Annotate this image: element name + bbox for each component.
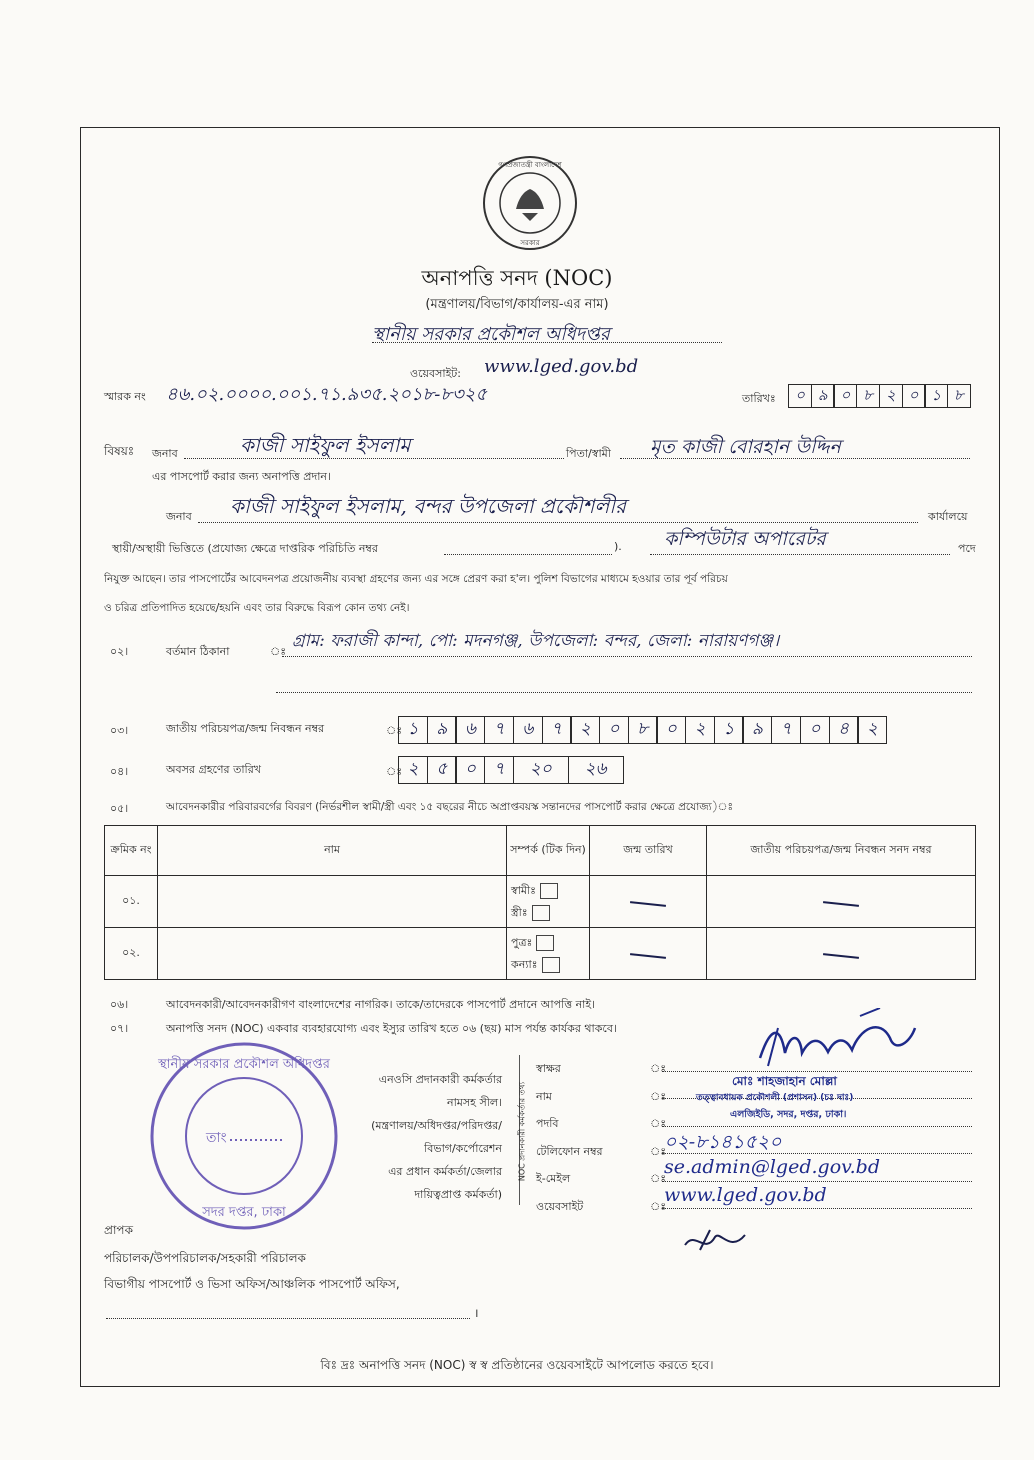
seal-text-top: গণপ্রজাতন্ত্রী বাংলাদেশ bbox=[498, 161, 562, 169]
issuer-description bbox=[336, 1068, 502, 1206]
page-title: অনাপত্তি সনদ (NOC) bbox=[421, 266, 613, 290]
field-label: ই-মেইল bbox=[536, 1172, 571, 1185]
row-serial: ০২. bbox=[105, 928, 158, 980]
email-value: se.admin@lged.gov.bd bbox=[664, 1156, 880, 1178]
date-digit: ১ bbox=[924, 384, 948, 408]
retire-digit: ২ bbox=[398, 756, 428, 784]
father-label: পিতা/স্বামী bbox=[566, 447, 611, 460]
nid-digit: ১ bbox=[714, 716, 744, 744]
memo-number: ৪৬.০২.০০০০.০০১.৭১.৯৩৫.২০১৮-৮৩২৫ bbox=[166, 384, 488, 405]
janab-label: জনাব bbox=[152, 447, 178, 460]
recipient-line-1: পরিচালক/উপপরিচালক/সহকারী পরিচালক bbox=[104, 1251, 306, 1265]
field-label: টেলিফোন নম্বর bbox=[536, 1144, 603, 1158]
field-label: স্বাক্ষর bbox=[536, 1062, 561, 1075]
issuer-desc-line: দায়িত্বপ্রাপ্ত কর্মকর্তা) bbox=[414, 1188, 502, 1201]
phone-value: ০২-৮১৪১৫২০ bbox=[664, 1131, 782, 1153]
date-digit: ০ bbox=[833, 384, 857, 408]
date-digit: ২ bbox=[879, 384, 903, 408]
item-06-text: আবেদনকারী/আবেদনকারীগণ বাংলাদেশের নাগরিক। তাকে/তাদেরকে পাসপোর্ট প্রদানে আপত্তি নাই। bbox=[166, 998, 596, 1011]
office-name: স্থানীয় সরকার প্রকৌশল অধিদপ্তর bbox=[372, 324, 610, 345]
blank-dash-icon bbox=[630, 901, 666, 907]
seal-text-bottom: সরকার bbox=[520, 239, 540, 247]
nid-digit: ৭ bbox=[542, 716, 572, 744]
ministry-caption: (মন্ত্রণালয়/বিভাগ/কার্যালয়-এর নাম) bbox=[425, 297, 609, 312]
stamp-text-bottom: সদর দপ্তর, ঢাকা bbox=[202, 1205, 286, 1220]
office-stamp-icon bbox=[146, 1038, 342, 1234]
recipient-heading: প্রাপক bbox=[104, 1223, 133, 1237]
nid-boxes bbox=[398, 716, 886, 744]
present-address: গ্রাম: ফরাজী কান্দা, পো: মদনগঞ্জ, উপজেলা: বন্দর, জেলা: নারায়ণগঞ্জ। bbox=[292, 631, 780, 651]
date-digit: ৯ bbox=[811, 384, 835, 408]
item-02-no: ০২। bbox=[110, 645, 129, 658]
col-name: নাম bbox=[158, 826, 507, 876]
retirement-date-boxes bbox=[398, 756, 622, 784]
col-serial: ক্রমিক নং bbox=[105, 826, 158, 876]
nid-digit: ৭ bbox=[771, 716, 801, 744]
relation-label: স্বামীঃ bbox=[511, 883, 537, 897]
relation-label: স্ত্রীঃ bbox=[511, 905, 528, 919]
nid-digit: ৪ bbox=[829, 716, 859, 744]
applicant-name: কাজী সাইফুল ইসলাম bbox=[240, 433, 411, 457]
website-handwritten: www.lged.gov.bd bbox=[484, 356, 639, 377]
signature-icon bbox=[740, 1008, 920, 1078]
table-row bbox=[105, 876, 976, 928]
footer-note: বিঃ দ্রঃ অনাপত্তি সনদ (NOC) স্ব স্ব প্রতিষ্ঠানের ওয়েবসাইটে আপলোড করতে হবে। bbox=[320, 1358, 714, 1372]
officer-office: এলজিইডি, সদর, দপ্তর, ঢাকা। bbox=[730, 1109, 847, 1120]
col-relation: সম্পর্ক (টিক দিন) bbox=[507, 826, 590, 876]
website-value: www.lged.gov.bd bbox=[664, 1184, 827, 1206]
nid-digit: ৮ bbox=[628, 716, 658, 744]
nid-digit: ৬ bbox=[455, 716, 485, 744]
subject-tail: এর পাসপোর্ট করার জন্য অনাপত্তি প্রদান। bbox=[152, 470, 331, 483]
item-03-no: ০৩। bbox=[110, 724, 129, 737]
col-birthdate: জন্ম তারিখ bbox=[590, 826, 707, 876]
applicant-office: কাজী সাইফুল ইসলাম, বন্দর উপজেলা প্রকৌশলীর bbox=[230, 494, 627, 518]
relation-checkbox[interactable] bbox=[536, 935, 554, 951]
recipient-line-3-end: । bbox=[474, 1306, 479, 1320]
nid-digit: ০ bbox=[656, 716, 686, 744]
issuer-desc-line: (মন্ত্রণালয়/অধিদপ্তর/পরিদপ্তর/ bbox=[371, 1119, 502, 1132]
item-06-no: ০৬। bbox=[110, 998, 129, 1011]
item-05-no: ০৫। bbox=[110, 802, 129, 815]
item-04-label: অবসর গ্রহণের তারিখ bbox=[166, 763, 261, 776]
date-digit: ৮ bbox=[856, 384, 880, 408]
nid-digit: ০ bbox=[599, 716, 629, 744]
item-04-no: ০৪। bbox=[110, 765, 129, 778]
relation-checkbox[interactable] bbox=[542, 957, 560, 973]
date-digit: ০ bbox=[902, 384, 926, 408]
relation-checkbox[interactable] bbox=[540, 883, 558, 899]
blank-dash-icon bbox=[823, 953, 859, 959]
memo-label: স্মারক নং bbox=[104, 390, 146, 403]
stamp-text-top: স্থানীয় সরকার প্রকৌশল অধিদপ্তর bbox=[158, 1057, 330, 1072]
officer-name: মোঃ শাহজাহান মোল্লা bbox=[732, 1074, 837, 1088]
post-suffix: পদে bbox=[958, 542, 976, 555]
date-digit: ০ bbox=[788, 384, 812, 408]
nid-digit: ১ bbox=[398, 716, 428, 744]
nid-digit: ০ bbox=[800, 716, 830, 744]
date-digit: ৮ bbox=[947, 384, 971, 408]
field-label: নাম bbox=[536, 1089, 552, 1103]
stamp-text-mid: তাং bbox=[206, 1130, 227, 1146]
item-02-label: বর্তমান ঠিকানা bbox=[166, 645, 230, 658]
relation-label: কন্যাঃ bbox=[511, 957, 538, 971]
relation-label: পুত্রঃ bbox=[511, 935, 533, 949]
officer-title: তত্ত্বাবধায়ক প্রকৌশলী (প্রশাসন) (চঃ দাঃ) bbox=[696, 1093, 854, 1103]
item-05-label: আবেদনকারীর পরিবারবর্গের বিবরণ (নির্ভরশীল স্বামী/স্ত্রী এবং ১৫ বছরের নীচে অপ্রাপ্তবয়স্ক সন্তানদের পাসপোর্ট করার ক্ষেত্রে প্রযোজ্য)ঃ bbox=[166, 801, 734, 813]
table-row bbox=[105, 928, 976, 980]
nid-digit: ৭ bbox=[484, 716, 514, 744]
nid-digit: ২ bbox=[857, 716, 887, 744]
nid-digit: ২ bbox=[570, 716, 600, 744]
item-07-text: অনাপত্তি সনদ (NOC) একবার ব্যবহারযোগ্য এবং ইস্যুর তারিখ হতে ০৬ (ছয়) মাস পর্যন্ত কার্যকর থাকবে। bbox=[166, 1022, 617, 1035]
retire-digit: ০ bbox=[455, 756, 485, 784]
basis-close: ). bbox=[614, 540, 622, 553]
vertical-caption: NOC প্রদানকারী কর্মকর্তার তথ্য bbox=[517, 1081, 527, 1182]
retire-digit: ৫ bbox=[427, 756, 457, 784]
nid-digit: ৯ bbox=[742, 716, 772, 744]
blank-dash-icon bbox=[630, 953, 666, 959]
para-line-2: ও চরিত্র প্রতিপাদিত হয়েছে/হয়নি এবং তার বিরুদ্ধে বিরূপ কোন তথ্য নেই। bbox=[104, 602, 410, 614]
date-label: তারিখঃ bbox=[742, 392, 776, 405]
government-seal-icon bbox=[480, 153, 580, 253]
issuer-desc-line: বিভাগ/কর্পোরেশন bbox=[424, 1142, 502, 1155]
field-label: পদবি bbox=[536, 1117, 559, 1130]
item-07-no: ০৭। bbox=[110, 1022, 129, 1035]
retire-digit: ৭ bbox=[484, 756, 514, 784]
office-suffix: কার্যালয়ে bbox=[928, 510, 968, 523]
col-nid: জাতীয় পরিচয়পত্র/জন্ম নিবন্ধন সনদ নম্বর bbox=[707, 826, 976, 876]
issuer-desc-line: এনওসি প্রদানকারী কর্মকর্তার bbox=[378, 1073, 502, 1086]
nid-digit: ২ bbox=[685, 716, 715, 744]
issuer-field-labels bbox=[536, 1055, 603, 1220]
website-label: ওয়েবসাইট: bbox=[410, 367, 461, 380]
recipient-line-2: বিভাগীয় পাসপোর্ট ও ভিসা অফিস/আঞ্চলিক পাসপোর্ট অফিস, bbox=[104, 1277, 400, 1291]
nid-digit: ৬ bbox=[513, 716, 543, 744]
family-table bbox=[104, 825, 976, 980]
nid-digit: ৯ bbox=[427, 716, 457, 744]
post-handwritten: কম্পিউটার অপারেটর bbox=[664, 528, 826, 550]
para-line-1: নিযুক্ত আছেন। তার পাসপোর্টের আবেদনপত্র প্রয়োজনীয় ব্যবস্থা গ্রহণের জন্য এর সঙ্গে প্রেরণ করা হ'ল। পুলিশ বিভাগের মাধ্যমে হওয়ার তার পূর্ব পরিচয় bbox=[104, 573, 728, 585]
issuer-desc-line: এর প্রধান কর্মকর্তা/জেলার bbox=[388, 1165, 502, 1178]
subject-label: বিষয়ঃ bbox=[104, 444, 135, 458]
retire-digit: ২০ bbox=[513, 756, 569, 784]
father-name: মৃত কাজী বোরহান উদ্দিন bbox=[650, 436, 841, 458]
body-janab-label: জনাব bbox=[166, 510, 192, 523]
item-03-label: জাতীয় পরিচয়পত্র/জন্ম নিবন্ধন নম্বর bbox=[166, 722, 325, 735]
field-label: ওয়েবসাইট bbox=[536, 1199, 584, 1213]
relation-checkbox[interactable] bbox=[532, 905, 550, 921]
initials-icon bbox=[680, 1225, 750, 1259]
basis-text: স্থায়ী/অস্থায়ী ভিত্তিতে (প্রযোজ্য ক্ষেত্রে দাপ্তরিক পরিচিতি নম্বর bbox=[112, 542, 378, 555]
row-serial: ০১. bbox=[105, 876, 158, 928]
retire-digit: ২৬ bbox=[568, 756, 624, 784]
issuer-desc-line: নামসহ সীল। bbox=[447, 1096, 502, 1109]
date-boxes bbox=[788, 384, 970, 408]
blank-dash-icon bbox=[823, 901, 859, 907]
